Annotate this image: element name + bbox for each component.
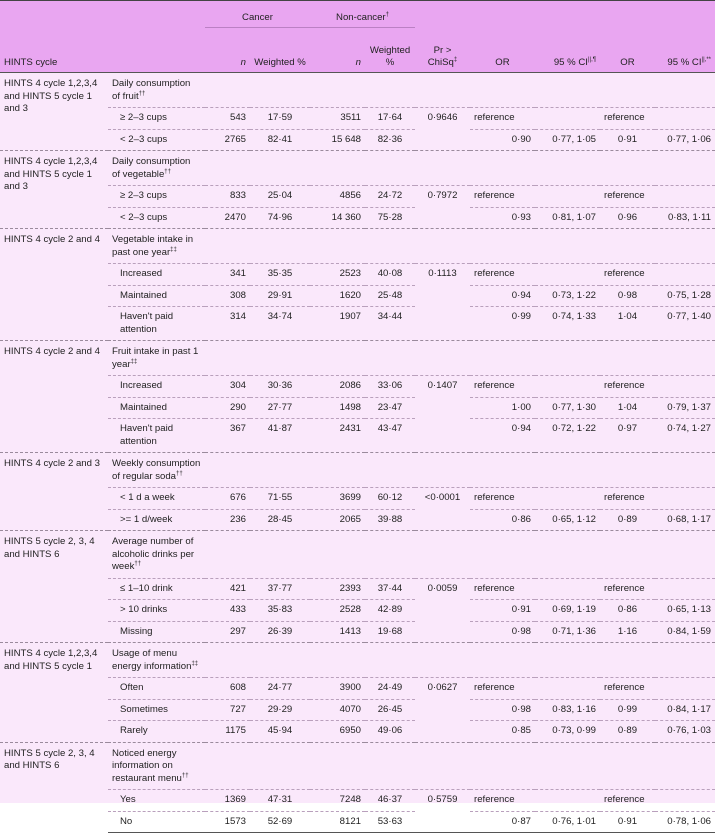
ci1-cell bbox=[535, 186, 600, 208]
label-cell: Increased bbox=[108, 376, 205, 398]
label-cell: Missing bbox=[108, 621, 205, 643]
or2-cell: reference bbox=[600, 376, 655, 398]
pr-chisq-cell bbox=[415, 397, 470, 419]
or1-cell: reference bbox=[470, 186, 535, 208]
noncancer-weighted-cell: 25·48 bbox=[365, 285, 415, 307]
ci2-cell: 0·83, 1·11 bbox=[655, 207, 715, 229]
noncancer-n-cell: 14 360 bbox=[310, 207, 365, 229]
ci2-cell: 0·79, 1·37 bbox=[655, 397, 715, 419]
or1-cell: 0·94 bbox=[470, 285, 535, 307]
label-cell: >= 1 d/week bbox=[108, 509, 205, 531]
label-cell: < 2–3 cups bbox=[108, 207, 205, 229]
cancer-weighted-cell: 35·83 bbox=[250, 600, 310, 622]
or2-header: OR bbox=[600, 28, 655, 73]
ci1-cell bbox=[535, 376, 600, 398]
group-title-row bbox=[0, 643, 715, 678]
or2-cell: 0·91 bbox=[600, 129, 655, 151]
ci2-cell bbox=[655, 790, 715, 812]
pr-chisq-cell bbox=[415, 621, 470, 643]
ci2-cell: 0·68, 1·17 bbox=[655, 509, 715, 531]
or2-cell: 0·89 bbox=[600, 509, 655, 531]
or2-cell: 0·89 bbox=[600, 721, 655, 743]
table-row bbox=[0, 721, 715, 743]
or1-cell: reference bbox=[470, 790, 535, 812]
or2-cell: 1·04 bbox=[600, 307, 655, 341]
or1-cell: 0·85 bbox=[470, 721, 535, 743]
ci1-cell bbox=[535, 790, 600, 812]
ci1-cell: 0·83, 1·16 bbox=[535, 699, 600, 721]
group-title-row bbox=[0, 151, 715, 186]
ci2-cell: 0·65, 1·13 bbox=[655, 600, 715, 622]
pr-chisq-cell: 0·9646 bbox=[415, 108, 470, 130]
variable-name: Noticed energy information on restaurant menu†† bbox=[108, 742, 205, 790]
noncancer-n-cell: 15 648 bbox=[310, 129, 365, 151]
pr-chisq-cell: 0·0627 bbox=[415, 678, 470, 700]
ci2-cell: 0·84, 1·59 bbox=[655, 621, 715, 643]
or1-cell: reference bbox=[470, 376, 535, 398]
pr-chisq-cell: <0·0001 bbox=[415, 488, 470, 510]
ci1-cell: 0·81, 1·07 bbox=[535, 207, 600, 229]
table-row bbox=[0, 186, 715, 208]
cancer-n-cell: 727 bbox=[205, 699, 250, 721]
ci2-cell: 0·77, 1·06 bbox=[655, 129, 715, 151]
group-title-row bbox=[0, 742, 715, 790]
or1-cell: 0·98 bbox=[470, 621, 535, 643]
ci2-cell bbox=[655, 186, 715, 208]
cancer-n-cell: 1573 bbox=[205, 811, 250, 833]
cancer-weighted-cell: 26·39 bbox=[250, 621, 310, 643]
cancer-n-cell: 676 bbox=[205, 488, 250, 510]
table-row bbox=[0, 790, 715, 812]
noncancer-n-cell: 2065 bbox=[310, 509, 365, 531]
table-row bbox=[0, 488, 715, 510]
ci1-cell: 0·65, 1·12 bbox=[535, 509, 600, 531]
ci2-cell: 0·76, 1·03 bbox=[655, 721, 715, 743]
or2-cell: 0·91 bbox=[600, 811, 655, 833]
ci1-cell: 0·72, 1·22 bbox=[535, 419, 600, 453]
cancer-n-cell: 236 bbox=[205, 509, 250, 531]
or1-cell: reference bbox=[470, 678, 535, 700]
hints-cycle-cell: HINTS 4 cycle 2 and 4 bbox=[0, 229, 108, 341]
or2-cell: 0·97 bbox=[600, 419, 655, 453]
noncancer-n-cell: 2393 bbox=[310, 578, 365, 600]
or1-cell: 0·87 bbox=[470, 811, 535, 833]
noncancer-weighted-header: Weighted % bbox=[365, 28, 415, 73]
hints-cycle-cell: HINTS 5 cycle 2, 3, 4 and HINTS 6 bbox=[0, 742, 108, 833]
noncancer-weighted-cell: 26·45 bbox=[365, 699, 415, 721]
pr-chisq-cell bbox=[415, 307, 470, 341]
table-row bbox=[0, 578, 715, 600]
cancer-n-cell: 290 bbox=[205, 397, 250, 419]
ci2-cell: 0·75, 1·28 bbox=[655, 285, 715, 307]
noncancer-weighted-cell: 40·08 bbox=[365, 264, 415, 286]
ci2-cell: 0·84, 1·17 bbox=[655, 699, 715, 721]
ci1-cell: 0·73, 1·22 bbox=[535, 285, 600, 307]
table-row bbox=[0, 285, 715, 307]
cancer-n-cell: 608 bbox=[205, 678, 250, 700]
cancer-weighted-cell: 34·74 bbox=[250, 307, 310, 341]
pr-chisq-cell: 0·5759 bbox=[415, 790, 470, 812]
or1-cell: reference bbox=[470, 578, 535, 600]
table-row bbox=[0, 397, 715, 419]
or1-header: OR bbox=[470, 28, 535, 73]
label-cell: Yes bbox=[108, 790, 205, 812]
cancer-n-cell: 367 bbox=[205, 419, 250, 453]
hints-cycle-cell: HINTS 4 cycle 1,2,3,4 and HINTS 5 cycle 1 and 3 bbox=[0, 151, 108, 229]
noncancer-weighted-cell: 46·37 bbox=[365, 790, 415, 812]
or1-cell: 0·99 bbox=[470, 307, 535, 341]
noncancer-weighted-cell: 39·88 bbox=[365, 509, 415, 531]
cancer-weighted-cell: 29·91 bbox=[250, 285, 310, 307]
pr-chisq-cell bbox=[415, 721, 470, 743]
noncancer-weighted-cell: 24·72 bbox=[365, 186, 415, 208]
cycle-header: HINTS cycle bbox=[0, 28, 108, 73]
or1-cell: 0·90 bbox=[470, 129, 535, 151]
noncancer-n-cell: 1620 bbox=[310, 285, 365, 307]
ci1-cell: 0·73, 0·99 bbox=[535, 721, 600, 743]
or1-cell: 1·00 bbox=[470, 397, 535, 419]
table-row bbox=[0, 207, 715, 229]
ci2-cell: 0·77, 1·40 bbox=[655, 307, 715, 341]
table-row bbox=[0, 129, 715, 151]
ci1-cell: 0·76, 1·01 bbox=[535, 811, 600, 833]
noncancer-n-cell: 2523 bbox=[310, 264, 365, 286]
cancer-weighted-cell: 45·94 bbox=[250, 721, 310, 743]
noncancer-n-cell: 7248 bbox=[310, 790, 365, 812]
variable-name: Fruit intake in past 1 year‡‡ bbox=[108, 341, 205, 376]
pr-chisq-cell: 0·7972 bbox=[415, 186, 470, 208]
variable-name: Usage of menu energy information‡‡ bbox=[108, 643, 205, 678]
noncancer-n-cell: 1498 bbox=[310, 397, 365, 419]
or2-cell: 0·98 bbox=[600, 285, 655, 307]
table-body bbox=[0, 73, 715, 833]
pr-chisq-cell bbox=[415, 811, 470, 833]
noncancer-weighted-cell: 24·49 bbox=[365, 678, 415, 700]
pr-chisq-cell bbox=[415, 600, 470, 622]
cancer-n-cell: 314 bbox=[205, 307, 250, 341]
cancer-weighted-cell: 27·77 bbox=[250, 397, 310, 419]
ci2-cell bbox=[655, 488, 715, 510]
group-title-row bbox=[0, 531, 715, 579]
cancer-weighted-cell: 28·45 bbox=[250, 509, 310, 531]
pr-chisq-header: Pr > ChiSq‡ bbox=[415, 28, 470, 73]
variable-name: Daily consumption of fruit†† bbox=[112, 78, 191, 102]
variable-name: Weekly consumption of regular soda†† bbox=[108, 453, 205, 488]
ci1-cell bbox=[535, 264, 600, 286]
or1-cell: 0·86 bbox=[470, 509, 535, 531]
noncancer-n-cell: 2086 bbox=[310, 376, 365, 398]
noncancer-weighted-cell: 42·89 bbox=[365, 600, 415, 622]
noncancer-n-cell: 1907 bbox=[310, 307, 365, 341]
label-cell: Sometimes bbox=[108, 699, 205, 721]
ci2-cell bbox=[655, 264, 715, 286]
ci2-cell bbox=[655, 678, 715, 700]
ci2-header: 95 % CI||,** bbox=[655, 28, 715, 73]
label-cell: ≤ 1–10 drink bbox=[108, 578, 205, 600]
cancer-n-cell: 833 bbox=[205, 186, 250, 208]
ci1-cell: 0·77, 1·30 bbox=[535, 397, 600, 419]
pr-chisq-cell bbox=[415, 207, 470, 229]
group-title-row bbox=[0, 229, 715, 264]
cancer-weighted-cell: 37·77 bbox=[250, 578, 310, 600]
table-row bbox=[0, 419, 715, 453]
noncancer-weighted-cell: 37·44 bbox=[365, 578, 415, 600]
cancer-weighted-cell: 71·55 bbox=[250, 488, 310, 510]
or1-cell: 0·94 bbox=[470, 419, 535, 453]
noncancer-weighted-cell: 23·47 bbox=[365, 397, 415, 419]
table-row bbox=[0, 108, 715, 130]
table-row bbox=[0, 264, 715, 286]
label-cell: Increased bbox=[108, 264, 205, 286]
table-row bbox=[0, 307, 715, 341]
pr-chisq-cell: 0·0059 bbox=[415, 578, 470, 600]
table-row bbox=[0, 600, 715, 622]
hints-cycle-cell: HINTS 5 cycle 2, 3, 4 and HINTS 6 bbox=[0, 531, 108, 643]
cancer-n-cell: 308 bbox=[205, 285, 250, 307]
cancer-n-cell: 297 bbox=[205, 621, 250, 643]
cancer-n-header: n bbox=[205, 28, 250, 73]
ci2-cell bbox=[655, 578, 715, 600]
ci1-cell bbox=[535, 488, 600, 510]
noncancer-weighted-cell: 34·44 bbox=[365, 307, 415, 341]
pr-chisq-cell: 0·1407 bbox=[415, 376, 470, 398]
label-cell: Often bbox=[108, 678, 205, 700]
group-title-row bbox=[0, 341, 715, 376]
cancer-weighted-cell: 41·87 bbox=[250, 419, 310, 453]
noncancer-weighted-cell: 33·06 bbox=[365, 376, 415, 398]
ci1-cell: 0·71, 1·36 bbox=[535, 621, 600, 643]
table-row bbox=[0, 376, 715, 398]
or1-cell: 0·91 bbox=[470, 600, 535, 622]
cancer-weighted-header: Weighted % bbox=[250, 28, 310, 73]
noncancer-n-cell: 3699 bbox=[310, 488, 365, 510]
label-cell: No bbox=[108, 811, 205, 833]
label-cell: Rarely bbox=[108, 721, 205, 743]
cancer-n-cell: 1369 bbox=[205, 790, 250, 812]
hints-cycle-cell: HINTS 4 cycle 1,2,3,4 and HINTS 5 cycle 1 bbox=[0, 643, 108, 743]
or2-cell: reference bbox=[600, 578, 655, 600]
header-row-top bbox=[0, 1, 715, 28]
group-title-row bbox=[0, 453, 715, 488]
cancer-header: Cancer bbox=[205, 1, 310, 28]
variable-name: Vegetable intake in past one year‡‡ bbox=[108, 229, 205, 264]
or2-cell: reference bbox=[600, 790, 655, 812]
ci2-cell: 0·74, 1·27 bbox=[655, 419, 715, 453]
ci2-cell bbox=[655, 108, 715, 130]
cancer-weighted-cell: 52·69 bbox=[250, 811, 310, 833]
noncancer-weighted-cell: 17·64 bbox=[365, 108, 415, 130]
or2-cell: 1·04 bbox=[600, 397, 655, 419]
pr-chisq-cell bbox=[415, 129, 470, 151]
ci2-cell: 0·78, 1·06 bbox=[655, 811, 715, 833]
label-cell: > 10 drinks bbox=[108, 600, 205, 622]
cancer-weighted-cell: 17·59 bbox=[250, 108, 310, 130]
noncancer-weighted-cell: 53·63 bbox=[365, 811, 415, 833]
or2-cell: 0·86 bbox=[600, 600, 655, 622]
hints-cycle-cell: HINTS 4 cycle 2 and 3 bbox=[0, 453, 108, 531]
cancer-n-cell: 1175 bbox=[205, 721, 250, 743]
header-row-bottom bbox=[0, 28, 715, 73]
cancer-n-cell: 433 bbox=[205, 600, 250, 622]
label-cell: < 1 d a week bbox=[108, 488, 205, 510]
or1-cell: reference bbox=[470, 108, 535, 130]
or2-cell: reference bbox=[600, 108, 655, 130]
hints-cycle-cell: HINTS 4 cycle 2 and 4 bbox=[0, 341, 108, 453]
noncancer-weighted-cell: 82·36 bbox=[365, 129, 415, 151]
table-row bbox=[0, 678, 715, 700]
cancer-weighted-cell: 24·77 bbox=[250, 678, 310, 700]
hints-cycle-cell: HINTS 4 cycle 1,2,3,4 and HINTS 5 cycle 1 and 3 bbox=[4, 78, 98, 114]
noncancer-n-cell: 1413 bbox=[310, 621, 365, 643]
ci1-cell: 0·77, 1·05 bbox=[535, 129, 600, 151]
ci1-cell bbox=[535, 578, 600, 600]
table-row bbox=[0, 811, 715, 833]
noncancer-n-cell: 4856 bbox=[310, 186, 365, 208]
noncancer-weighted-cell: 43·47 bbox=[365, 419, 415, 453]
noncancer-weighted-cell: 19·68 bbox=[365, 621, 415, 643]
noncancer-n-cell: 3900 bbox=[310, 678, 365, 700]
or2-cell: reference bbox=[600, 678, 655, 700]
variable-name: Average number of alcoholic drinks per week†† bbox=[108, 531, 205, 579]
cancer-n-cell: 2765 bbox=[205, 129, 250, 151]
or1-cell: 0·93 bbox=[470, 207, 535, 229]
cancer-weighted-cell: 35·35 bbox=[250, 264, 310, 286]
variable-name: Daily consumption of vegetable†† bbox=[108, 151, 205, 186]
cancer-weighted-cell: 47·31 bbox=[250, 790, 310, 812]
cancer-n-cell: 304 bbox=[205, 376, 250, 398]
label-cell: Maintained bbox=[108, 397, 205, 419]
ci1-header: 95 % CI||,¶ bbox=[535, 28, 600, 73]
label-cell: ≥ 2–3 cups bbox=[108, 186, 205, 208]
noncancer-weighted-cell: 49·06 bbox=[365, 721, 415, 743]
label-cell: < 2–3 cups bbox=[108, 129, 205, 151]
cancer-weighted-cell: 29·29 bbox=[250, 699, 310, 721]
cancer-weighted-cell: 30·36 bbox=[250, 376, 310, 398]
pr-chisq-cell: 0·1113 bbox=[415, 264, 470, 286]
or2-cell: reference bbox=[600, 488, 655, 510]
noncancer-weighted-cell: 75·28 bbox=[365, 207, 415, 229]
cancer-weighted-cell: 74·96 bbox=[250, 207, 310, 229]
label-cell: ≥ 2–3 cups bbox=[108, 108, 205, 130]
or2-cell: reference bbox=[600, 186, 655, 208]
noncancer-n-cell: 2431 bbox=[310, 419, 365, 453]
ci1-cell bbox=[535, 678, 600, 700]
or1-cell: 0·98 bbox=[470, 699, 535, 721]
or2-cell: 0·96 bbox=[600, 207, 655, 229]
noncancer-header: Non-cancer† bbox=[310, 1, 415, 28]
or1-cell: reference bbox=[470, 264, 535, 286]
cancer-n-cell: 543 bbox=[205, 108, 250, 130]
table-row bbox=[0, 621, 715, 643]
cancer-n-cell: 341 bbox=[205, 264, 250, 286]
pr-chisq-cell bbox=[415, 285, 470, 307]
noncancer-n-cell: 6950 bbox=[310, 721, 365, 743]
pr-chisq-cell bbox=[415, 509, 470, 531]
noncancer-n-cell: 3511 bbox=[310, 108, 365, 130]
or2-cell: 1·16 bbox=[600, 621, 655, 643]
cancer-n-cell: 421 bbox=[205, 578, 250, 600]
noncancer-n-cell: 8121 bbox=[310, 811, 365, 833]
or2-cell: 0·99 bbox=[600, 699, 655, 721]
ci1-cell bbox=[535, 108, 600, 130]
or2-cell: reference bbox=[600, 264, 655, 286]
results-table bbox=[0, 1, 715, 833]
noncancer-n-cell: 4070 bbox=[310, 699, 365, 721]
label-cell: Maintained bbox=[108, 285, 205, 307]
label-cell: Haven't paid attention bbox=[108, 419, 205, 453]
cancer-weighted-cell: 82·41 bbox=[250, 129, 310, 151]
noncancer-weighted-cell: 60·12 bbox=[365, 488, 415, 510]
group-title-row bbox=[0, 73, 715, 108]
ci2-cell bbox=[655, 376, 715, 398]
ci1-cell: 0·74, 1·33 bbox=[535, 307, 600, 341]
cancer-n-cell: 2470 bbox=[205, 207, 250, 229]
label-cell: Haven't paid attention bbox=[108, 307, 205, 341]
noncancer-n-header: n bbox=[310, 28, 365, 73]
or1-cell: reference bbox=[470, 488, 535, 510]
table-row bbox=[0, 509, 715, 531]
ci1-cell: 0·69, 1·19 bbox=[535, 600, 600, 622]
pr-chisq-cell bbox=[415, 419, 470, 453]
cancer-weighted-cell: 25·04 bbox=[250, 186, 310, 208]
table-row bbox=[0, 699, 715, 721]
pr-chisq-cell bbox=[415, 699, 470, 721]
noncancer-n-cell: 2528 bbox=[310, 600, 365, 622]
